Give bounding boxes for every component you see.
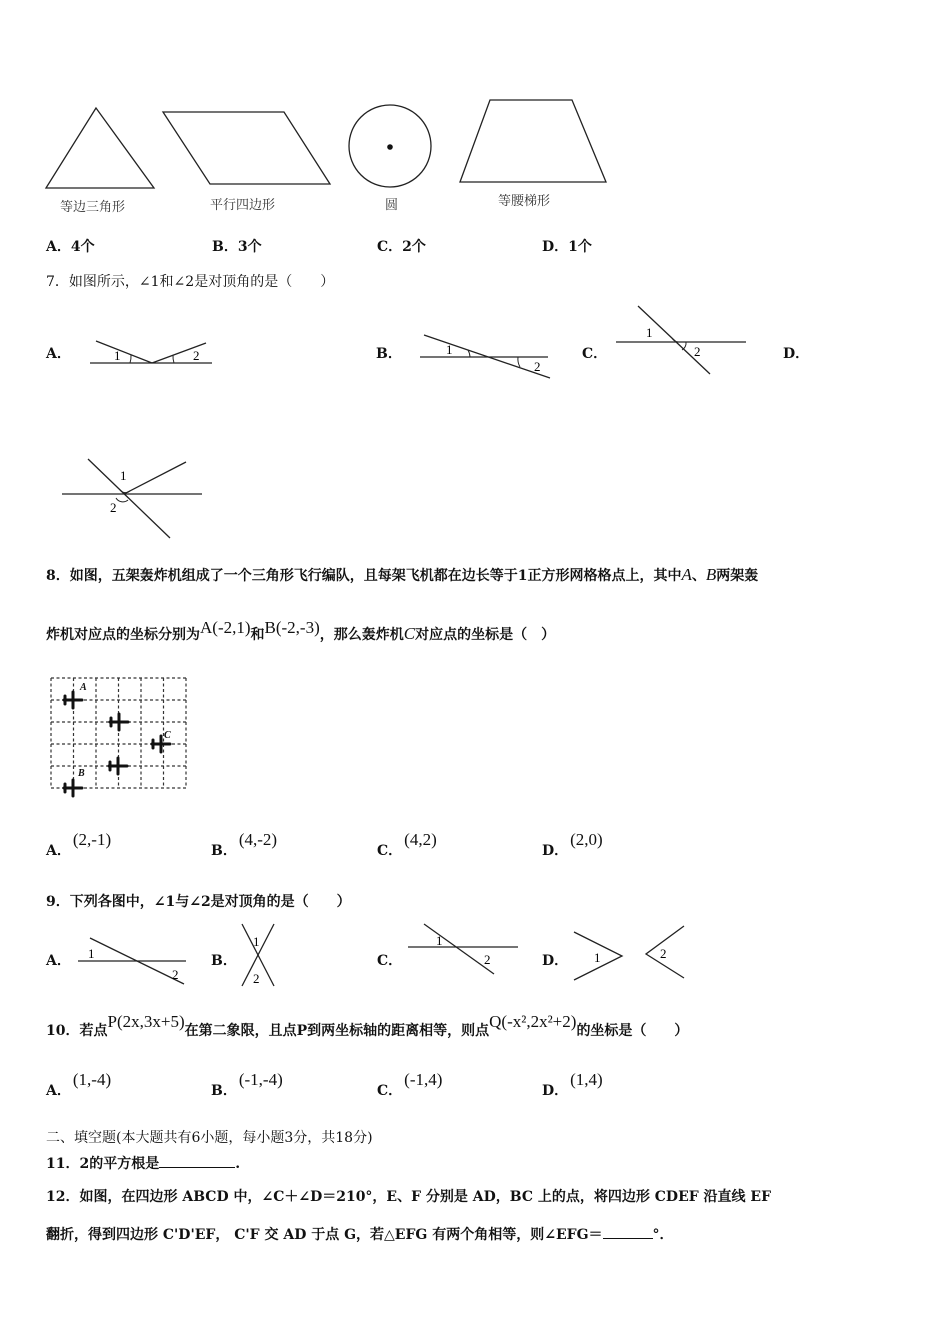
- parallelogram-shape: [163, 112, 330, 184]
- svg-text:A: A: [80, 682, 87, 693]
- q10-option-a[interactable]: A．(1,-4): [46, 1070, 112, 1099]
- q12-stem-line1: 12．如图，在四边形 ABCD 中，∠C＋∠D＝210°，E、F 分别是 AD，BC 上的点，将四边形 CDEF 沿直线 EF: [46, 1189, 772, 1205]
- q10-option-b[interactable]: B．(-1,-4): [211, 1070, 283, 1099]
- caption-equilateral-triangle: 等边三角形: [60, 200, 126, 215]
- svg-text:2: 2: [193, 348, 200, 363]
- bomber-icon-low: [109, 758, 127, 774]
- q9-figure-c: [404, 918, 524, 978]
- bomber-icon-a: [64, 692, 82, 708]
- svg-text:1: 1: [436, 933, 443, 948]
- q7-stem: 7．如图所示，∠1和∠2是对顶角的是（ ）: [46, 274, 335, 290]
- q12-answer-blank[interactable]: [603, 1224, 653, 1239]
- bomber-icon-mid: [110, 714, 128, 730]
- svg-text:2: 2: [534, 359, 541, 374]
- q9-option-d[interactable]: D．: [542, 953, 569, 969]
- caption-parallelogram: 平行四边形: [210, 198, 276, 213]
- q6-option-c[interactable]: C．2个: [377, 239, 426, 255]
- svg-text:1: 1: [594, 950, 601, 965]
- caption-isosceles-trapezoid: 等腰梯形: [498, 194, 551, 209]
- q9-option-b[interactable]: B．: [211, 953, 237, 969]
- equilateral-triangle-shape: [46, 108, 154, 188]
- q6-option-b[interactable]: B．3个: [212, 239, 262, 255]
- svg-text:B: B: [78, 768, 85, 779]
- q8-stem-line1: 8．如图，五架轰炸机组成了一个三角形飞行编队，且每架飞机都在边长等于1正方形网格格点上，其中A、B两架轰: [46, 565, 759, 584]
- q11-stem: 11．2的平方根是 .: [46, 1153, 240, 1173]
- q7-figure-d: [58, 454, 208, 544]
- q10-stem: 10．若点P(2x,3x+5)在第二象限，且点P到两坐标轴的距离相等，则点Q(-x²,2x²+2)的坐标是（ ）: [46, 1012, 689, 1039]
- svg-text:1: 1: [646, 325, 653, 340]
- q9-figure-d: [568, 922, 688, 986]
- svg-text:1: 1: [253, 934, 260, 949]
- svg-text:1: 1: [88, 946, 95, 961]
- q8-option-a[interactable]: A．(2,-1): [46, 830, 112, 859]
- circle-center-dot: [387, 144, 393, 150]
- q9-option-c[interactable]: C．: [377, 953, 403, 969]
- svg-text:2: 2: [484, 952, 491, 967]
- caption-circle: 圆: [385, 198, 399, 213]
- q7-figure-b: [416, 330, 556, 382]
- q7-option-c[interactable]: C．: [582, 346, 608, 362]
- svg-text:2: 2: [253, 971, 260, 986]
- q8-option-d[interactable]: D．(2,0): [542, 830, 603, 859]
- q8-stem-line2: 炸机对应点的坐标分别为A(-2,1)和B(-2,-3)，那么轰炸机C对应点的坐标是（ ）: [46, 618, 556, 643]
- bomber-icon-b: [64, 780, 82, 796]
- q7-option-b[interactable]: B．: [376, 346, 402, 362]
- svg-text:1: 1: [446, 342, 453, 357]
- q7-figure-c: [612, 302, 752, 378]
- q7-option-a[interactable]: A．: [46, 346, 71, 362]
- svg-text:2: 2: [660, 946, 667, 961]
- q8-option-b[interactable]: B．(4,-2): [211, 830, 278, 859]
- svg-text:2: 2: [694, 344, 701, 359]
- svg-text:C: C: [164, 730, 171, 741]
- svg-text:1: 1: [120, 468, 127, 483]
- q9-stem: 9．下列各图中，∠1与∠2是对顶角的是（ ）: [46, 894, 351, 910]
- q9-figure-a: [72, 932, 192, 988]
- svg-text:2: 2: [172, 967, 179, 982]
- q11-answer-blank[interactable]: [159, 1153, 235, 1168]
- svg-text:1: 1: [114, 348, 121, 363]
- q10-option-d[interactable]: D．(1,4): [542, 1070, 603, 1099]
- q9-option-a[interactable]: A．: [46, 953, 71, 969]
- svg-text:2: 2: [110, 500, 117, 515]
- q7-figure-a: [86, 330, 216, 370]
- q9-figure-b: [236, 920, 280, 990]
- q8-grid-figure: [46, 672, 192, 798]
- section2-heading: 二、填空题(本大题共有6小题，每小题3分，共18分): [46, 1130, 373, 1146]
- isosceles-trapezoid-shape: [460, 100, 606, 182]
- q7-option-d[interactable]: D．: [783, 346, 810, 362]
- q8-option-c[interactable]: C．(4,2): [377, 830, 437, 859]
- q6-option-d[interactable]: D．1个: [542, 239, 592, 255]
- q10-option-c[interactable]: C．(-1,4): [377, 1070, 443, 1099]
- q12-stem-line2: 翻折，得到四边形 C'D'EF， C'F 交 AD 于点 G，若△EFG 有两个角相等，则∠EFG＝ °．: [46, 1224, 674, 1244]
- q6-option-a[interactable]: A．4个: [46, 239, 95, 255]
